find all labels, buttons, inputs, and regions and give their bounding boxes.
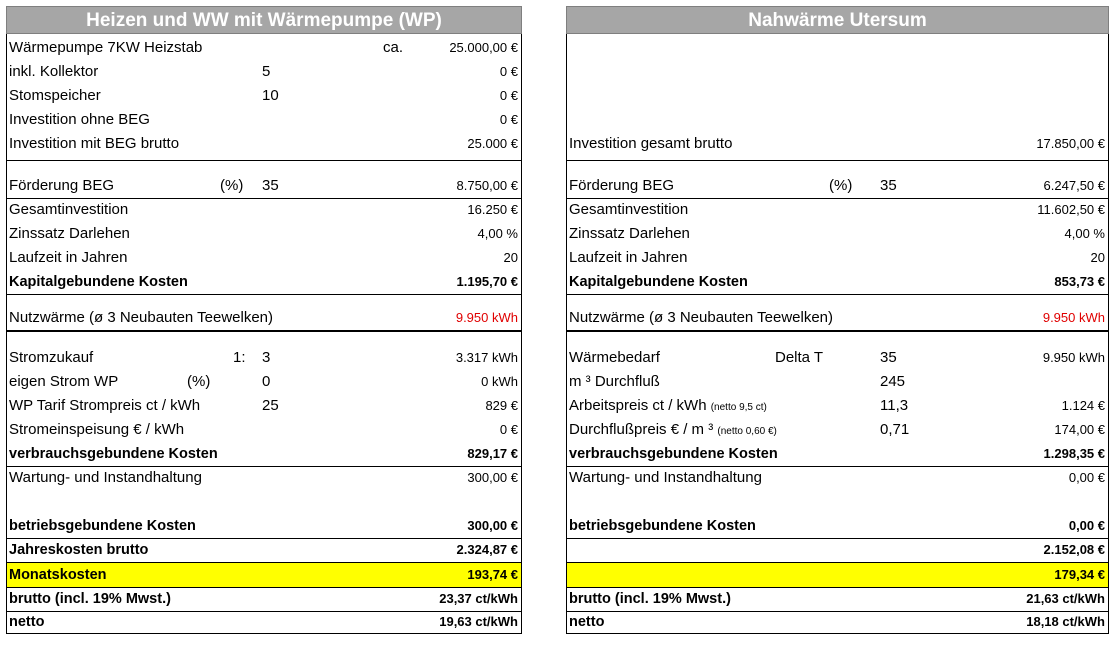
row-brutto: brutto (incl. 19% Mwst.) 23,37 ct/kWh	[9, 591, 518, 607]
row-foerderung: Förderung BEG (%) 35 6.247,50 €	[569, 177, 1105, 194]
row-stromspeicher: Stomspeicher 10 0 €	[9, 87, 518, 104]
row-wartung: Wartung- und Instandhaltung 300,00 €	[9, 469, 518, 486]
row-betriebsgebundene-kosten: betriebsgebundene Kosten 0,00 €	[569, 518, 1105, 534]
row-waermepumpe: Wärmepumpe 7KW Heizstab ca. 25.000,00 €	[9, 39, 518, 56]
row-nutzwaerme: Nutzwärme (ø 3 Neubauten Teewelken) 9.950 kWh	[9, 309, 518, 326]
row-zinssatz: Zinssatz Darlehen 4,00 %	[569, 225, 1105, 242]
row-brutto: brutto (incl. 19% Mwst.) 21,63 ct/kWh	[569, 591, 1105, 607]
row-arbeitspreis: Arbeitspreis ct / kWh (netto 9,5 ct) 11,3 1.124 €	[569, 397, 1105, 414]
row-gesamtinvestition: Gesamtinvestition 16.250 €	[9, 201, 518, 218]
row-kapitalgebundene-kosten: Kapitalgebundene Kosten 1.195,70 €	[9, 274, 518, 290]
district-heating-table	[566, 34, 1109, 634]
row-verbrauchsgebundene-kosten: verbrauchsgebundene Kosten 1.298,35 €	[569, 446, 1105, 462]
row-durchfluss: m ³ Durchfluß 245	[569, 373, 906, 390]
row-eigen-strom: eigen Strom WP (%) 0 0 kWh	[9, 373, 518, 390]
row-waermebedarf: Wärmebedarf Delta T 35 9.950 kWh	[569, 349, 1105, 366]
row-zinssatz: Zinssatz Darlehen 4,00 %	[9, 225, 518, 242]
row-gesamtinvestition: Gesamtinvestition 11.602,50 €	[569, 201, 1105, 218]
row-netto: netto 19,63 ct/kWh	[9, 614, 518, 630]
row-jahreskosten: Jahreskosten brutto 2.324,87 €	[9, 542, 518, 558]
row-investition-mit-beg: Investition mit BEG brutto 25.000 €	[9, 135, 518, 152]
row-investition-ohne-beg: Investition ohne BEG 0 €	[9, 111, 518, 128]
row-verbrauchsgebundene-kosten: verbrauchsgebundene Kosten 829,17 €	[9, 446, 518, 462]
row-foerderung: Förderung BEG (%) 35 8.750,00 €	[9, 177, 518, 194]
row-stromeinspeisung: Stromeinspeisung € / kWh 0 €	[9, 421, 518, 438]
row-wp-tarif: WP Tarif Strompreis ct / kWh 25 829 €	[9, 397, 518, 414]
row-monatskosten: 179,34 €	[567, 562, 1108, 587]
row-nutzwaerme: Nutzwärme (ø 3 Neubauten Teewelken) 9.950 kWh	[569, 309, 1105, 326]
row-laufzeit: Laufzeit in Jahren 20	[569, 249, 1105, 266]
district-heating-panel	[566, 6, 1109, 634]
row-betriebsgebundene-kosten: betriebsgebundene Kosten 300,00 €	[9, 518, 518, 534]
row-jahreskosten: 2.152,08 €	[1043, 542, 1105, 557]
heat-pump-panel	[6, 6, 522, 634]
row-kapitalgebundene-kosten: Kapitalgebundene Kosten 853,73 €	[569, 274, 1105, 290]
row-kollektor: inkl. Kollektor 5 0 €	[9, 63, 518, 80]
panel-title: Heizen und WW mit Wärmepumpe (WP)	[6, 6, 522, 34]
row-laufzeit: Laufzeit in Jahren 20	[9, 249, 518, 266]
row-durchflusspreis: Durchflußpreis € / m ³ (netto 0,60 €) 0,71 174,00 €	[569, 421, 1105, 438]
row-wartung: Wartung- und Instandhaltung 0,00 €	[569, 469, 1105, 486]
heat-pump-table	[6, 34, 522, 634]
row-monatskosten: Monatskosten 193,74 €	[7, 562, 521, 587]
row-stromzukauf: Stromzukauf 1: 3 3.317 kWh	[9, 349, 518, 366]
row-netto: netto 18,18 ct/kWh	[569, 614, 1105, 630]
row-investition-gesamt: Investition gesamt brutto 17.850,00 €	[569, 135, 1105, 152]
panel-title: Nahwärme Utersum	[566, 6, 1109, 34]
